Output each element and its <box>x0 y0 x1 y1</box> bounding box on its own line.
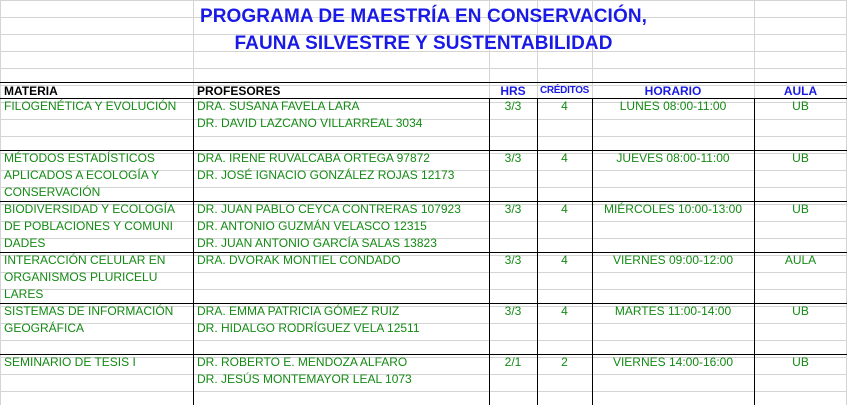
cell-horario[interactable]: LUNES 08:00-11:00 <box>619 99 727 113</box>
header-profesores[interactable]: PROFESORES <box>197 84 281 98</box>
grid-row-line <box>0 68 847 69</box>
cell-profesor[interactable]: DRA. EMMA PATRICIA GÓMEZ RUIZ <box>197 304 400 318</box>
cell-materia[interactable]: INTERACCIÓN CELULAR EN <box>4 253 166 267</box>
program-title-line2: FAUNA SILVESTRE Y SUSTENTABILIDAD <box>234 33 613 54</box>
column-border <box>193 354 194 405</box>
cell-profesor[interactable]: DR. HIDALGO RODRÍGUEZ VELA 12511 <box>197 321 420 335</box>
cell-materia[interactable]: ORGANISMOS PLURICELU <box>4 270 158 284</box>
column-border <box>193 150 194 201</box>
header-hrs[interactable]: HRS <box>500 84 526 98</box>
cell-aula[interactable]: AULA <box>784 253 817 267</box>
grid-col-line <box>0 0 1 405</box>
cell-hrs[interactable]: 3/3 <box>504 99 522 113</box>
cell-horario[interactable]: MIÉRCOLES 10:00-13:00 <box>603 202 743 216</box>
cell-profesor[interactable]: DR. ANTONIO GUZMÁN VELASCO 12315 <box>197 219 427 233</box>
grid-row-line <box>0 391 847 392</box>
cell-materia[interactable]: DE POBLACIONES Y COMUNI <box>4 219 173 233</box>
cell-aula[interactable]: UB <box>792 151 809 165</box>
column-border <box>193 201 194 252</box>
cell-horario[interactable]: VIERNES 09:00-12:00 <box>612 253 734 267</box>
cell-profesor[interactable]: DR. JOSÉ IGNACIO GONZÁLEZ ROJAS 12173 <box>197 168 455 182</box>
cell-profesor[interactable]: DRA. IRENE RUVALCABA ORTEGA 97872 <box>197 151 430 165</box>
cell-creditos[interactable]: 4 <box>561 202 568 216</box>
cell-creditos[interactable]: 4 <box>561 253 568 267</box>
cell-profesor[interactable]: DR. JUAN ANTONIO GARCÍA SALAS 13823 <box>197 236 437 250</box>
cell-materia[interactable]: DADES <box>4 236 46 250</box>
cell-hrs[interactable]: 2/1 <box>504 355 522 369</box>
cell-horario[interactable]: JUEVES 08:00-11:00 <box>616 151 730 165</box>
cell-creditos[interactable]: 4 <box>561 99 568 113</box>
cell-horario[interactable]: MARTES 11:00-14:00 <box>614 304 732 318</box>
cell-hrs[interactable]: 3/3 <box>504 253 522 267</box>
column-border <box>193 303 194 354</box>
cell-hrs[interactable]: 3/3 <box>504 202 522 216</box>
cell-materia[interactable]: CONSERVACIÓN <box>4 185 101 199</box>
cell-profesor[interactable]: DRA. DVORAK MONTIEL CONDADO <box>197 253 401 267</box>
cell-aula[interactable]: UB <box>792 99 809 113</box>
grid-row-line <box>0 340 847 341</box>
header-creditos[interactable]: CRÉDITOS <box>539 85 590 96</box>
column-border <box>193 98 194 150</box>
cell-materia[interactable]: BIODIVERSIDAD Y ECOLOGÍA <box>4 202 175 216</box>
program-title-line1: PROGRAMA DE MAESTRÍA EN CONSERVACIÓN, <box>199 6 648 27</box>
cell-profesor[interactable]: DRA. SUSANA FAVELA LARA <box>197 99 360 113</box>
cell-aula[interactable]: UB <box>792 304 809 318</box>
header-horario[interactable]: HORARIO <box>644 84 702 98</box>
header-materia[interactable]: MATERIA <box>4 84 58 98</box>
cell-materia[interactable]: SEMINARIO DE TESIS I <box>4 355 136 369</box>
cell-profesor[interactable]: DR. JUAN PABLO CEYCA CONTRERAS 107923 <box>197 202 461 216</box>
cell-materia[interactable]: GEOGRÁFICA <box>4 321 85 335</box>
header-aula[interactable]: AULA <box>783 84 818 98</box>
cell-materia[interactable]: APLICADOS A ECOLOGÍA Y <box>4 168 160 182</box>
cell-hrs[interactable]: 3/3 <box>504 151 522 165</box>
cell-materia[interactable]: FILOGENÉTICA Y EVOLUCIÓN <box>4 99 177 113</box>
cell-materia[interactable]: LARES <box>4 287 44 301</box>
cell-profesor[interactable]: DR. JESÚS MONTEMAYOR LEAL 1073 <box>197 372 412 386</box>
cell-profesor[interactable]: DR. ROBERTO E. MENDOZA ALFARO <box>197 355 408 369</box>
column-border <box>193 252 194 303</box>
cell-creditos[interactable]: 2 <box>561 355 568 369</box>
cell-creditos[interactable]: 4 <box>561 151 568 165</box>
cell-aula[interactable]: UB <box>792 355 809 369</box>
cell-profesor[interactable]: DR. DAVID LAZCANO VILLARREAL 3034 <box>197 116 423 130</box>
cell-horario[interactable]: VIERNES 14:00-16:00 <box>612 355 734 369</box>
grid-row-line <box>0 0 847 1</box>
cell-aula[interactable]: UB <box>792 202 809 216</box>
cell-materia[interactable]: MÉTODOS ESTADÍSTICOS <box>4 151 155 165</box>
cell-creditos[interactable]: 4 <box>561 304 568 318</box>
cell-materia[interactable]: SISTEMAS DE INFORMACIÓN <box>4 304 174 318</box>
grid-row-line <box>0 136 847 137</box>
cell-hrs[interactable]: 3/3 <box>504 304 522 318</box>
